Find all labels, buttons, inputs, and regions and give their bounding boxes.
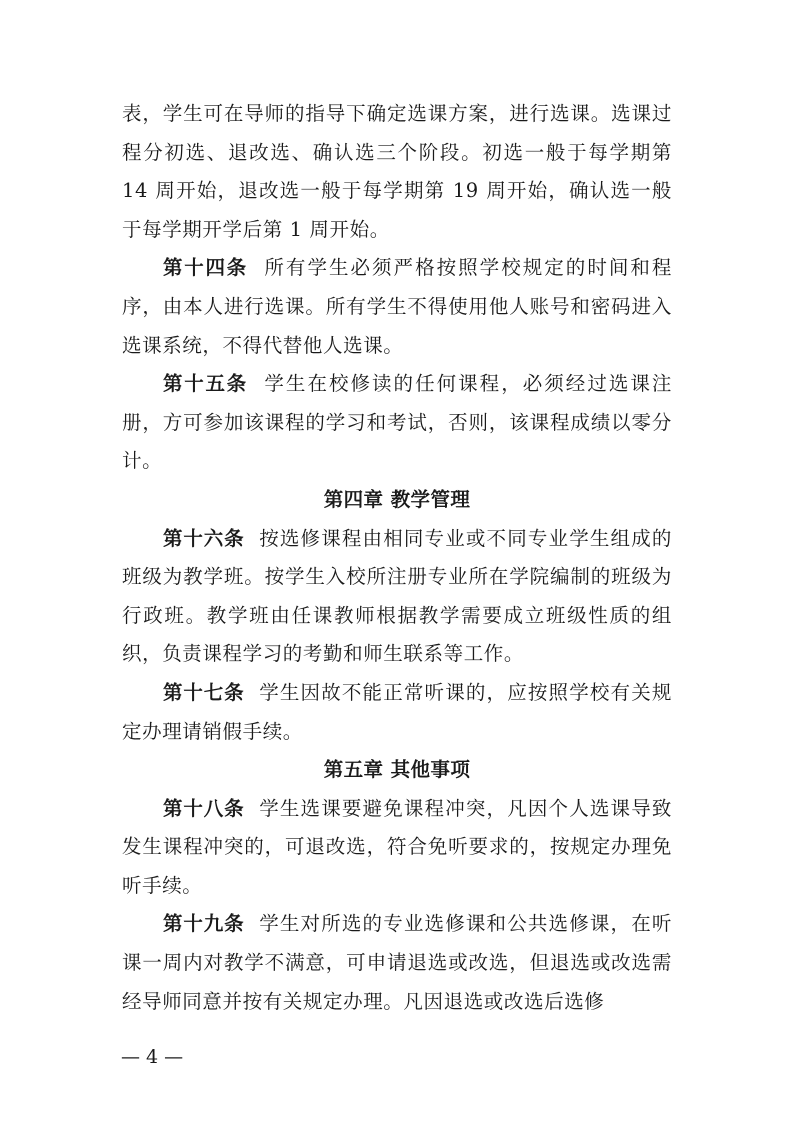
- continuation-paragraph: [122, 95, 672, 249]
- article-label: 第十六条: [163, 526, 245, 550]
- chapter-heading-4: 第四章 教学管理: [323, 487, 471, 511]
- article-text: 学生在校修读的任何课程，必须经过选课注册，方可参加该课程的学习和考试，否则，该课程成绩以零分计。: [122, 372, 673, 473]
- paragraph-text: 表，学生可在导师的指导下确定选课方案，进行选课。选课过程分初选、退改选、确认选三个阶段。初选一般于每学期第 14 周开始，退改选一般于每学期第 19 周开始，确认选一般于每学期开学后第 1 周开始。: [122, 102, 672, 241]
- article-18: [122, 790, 672, 906]
- page-body: [122, 95, 672, 1021]
- article-label: 第十九条: [163, 912, 245, 936]
- article-14: [122, 249, 672, 365]
- article-16: [122, 520, 672, 674]
- article-17: [122, 674, 672, 751]
- article-label: 第十五条: [163, 372, 248, 396]
- article-text: 所有学生必须严格按照学校规定的时间和程序，由本人进行选课。所有学生不得使用他人账号和密码进入选课系统，不得代替他人选课。: [122, 256, 673, 357]
- article-text: 按选修课程由相同专业或不同专业学生组成的班级为教学班。按学生入校所注册专业所在学院编制的班级为行政班。教学班由任课教师根据教学需要成立班级性质的组织，负责课程学习的考勤和师生联系等工作。: [122, 526, 672, 666]
- article-label: 第十七条: [163, 680, 245, 704]
- page-number: — 4 —: [121, 1046, 184, 1068]
- article-label: 第十四条: [163, 256, 248, 280]
- article-label: 第十八条: [163, 796, 245, 820]
- article-15: [122, 365, 672, 481]
- article-text: 学生因故不能正常听课的，应按照学校有关规定办理请销假手续。: [122, 680, 672, 743]
- article-19: [122, 905, 672, 1021]
- article-text: 学生对所选的专业选修课和公共选修课，在听课一周内对教学不满意，可申请退选或改选，但退选或改选需经导师同意并按有关规定办理。凡因退选或改选后选修: [122, 912, 672, 1013]
- article-text: 学生选课要避免课程冲突，凡因个人选课导致发生课程冲突的，可退改选，符合免听要求的，按规定办理免听手续。: [122, 796, 672, 897]
- chapter-heading-5: 第五章 其他事项: [323, 758, 471, 782]
